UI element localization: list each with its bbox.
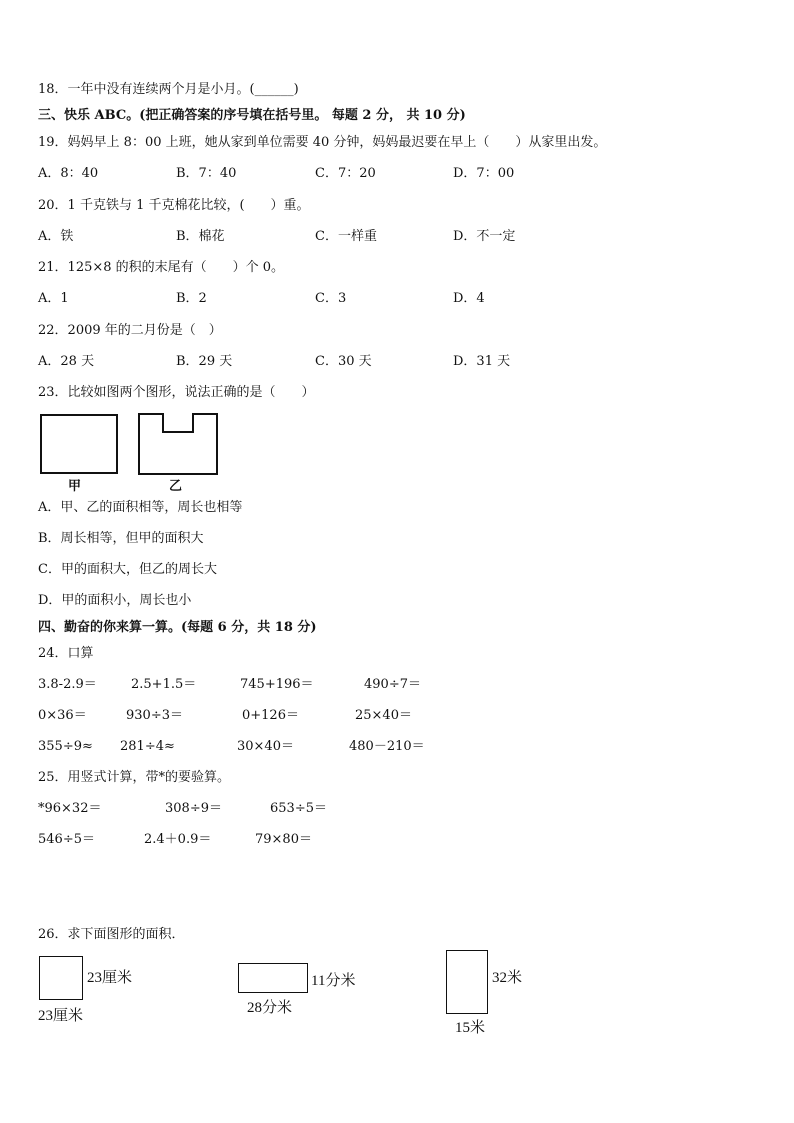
question-19: 19．妈妈早上 8：00 上班，她从家到单位需要 40 分钟，妈妈最迟要在早上（ ）从家里出发。	[38, 135, 607, 150]
q19-option-a[interactable]: A．8：40	[38, 166, 99, 181]
q22-option-a[interactable]: A．28 天	[38, 354, 95, 369]
wide-rectangle-side-label: 11分米	[311, 973, 356, 989]
q20-option-a[interactable]: A．铁	[38, 229, 74, 244]
q24-item: 281÷4≈	[120, 739, 175, 754]
figure-jia-rectangle	[40, 414, 118, 474]
question-25: 25．用竖式计算，带*的要验算。	[38, 770, 231, 785]
q23-option-c[interactable]: C．甲的面积大，但乙的周长大	[38, 562, 217, 577]
q25-item: 546÷5＝	[38, 832, 95, 847]
q24-item: 930÷3＝	[126, 708, 183, 723]
square-bottom-label: 23厘米	[38, 1008, 84, 1024]
section-4-title: 四、勤奋的你来算一算。(每题 6 分，共 18 分)	[38, 620, 317, 635]
q24-item: 490÷7＝	[364, 677, 421, 692]
q25-item: 653÷5＝	[270, 801, 327, 816]
q25-item: 79×80＝	[255, 832, 312, 847]
q23-option-b[interactable]: B．周长相等，但甲的面积大	[38, 531, 204, 546]
square-side-label: 23厘米	[87, 970, 133, 986]
q24-item: 30×40＝	[237, 739, 294, 754]
q24-item: 355÷9≈	[38, 739, 93, 754]
q21-option-c[interactable]: C．3	[315, 291, 347, 306]
wide-rectangle-bottom-label: 28分米	[247, 1000, 293, 1016]
q20-option-b[interactable]: B．棉花	[176, 229, 225, 244]
square-figure	[39, 956, 83, 1000]
q19-option-c[interactable]: C．7：20	[315, 166, 376, 181]
q24-item: 3.8-2.9＝	[38, 677, 97, 692]
q23-option-d[interactable]: D．甲的面积小，周长也小	[38, 593, 192, 608]
q25-item: *96×32＝	[38, 801, 102, 816]
figure-yi-label: 乙	[169, 479, 183, 494]
tall-rectangle-bottom-label: 15米	[455, 1020, 486, 1036]
q24-item: 0×36＝	[38, 708, 87, 723]
q24-item: 25×40＝	[355, 708, 412, 723]
tall-rectangle-figure	[446, 950, 488, 1014]
q22-option-b[interactable]: B．29 天	[176, 354, 233, 369]
q24-item: 480－210＝	[349, 739, 425, 754]
question-21: 21．125×8 的积的末尾有（ ）个 0。	[38, 260, 285, 275]
q23-option-a[interactable]: A．甲、乙的面积相等，周长也相等	[38, 500, 243, 515]
q22-option-d[interactable]: D．31 天	[453, 354, 511, 369]
figure-yi-notched-shape	[137, 412, 219, 476]
tall-rectangle-side-label: 32米	[492, 970, 523, 986]
section-3-title: 三、快乐 ABC。(把正确答案的序号填在括号里。 每题 2 分， 共 10 分)	[38, 108, 466, 123]
q21-option-b[interactable]: B．2	[176, 291, 207, 306]
q19-option-d[interactable]: D．7：00	[453, 166, 515, 181]
q24-item: 2.5+1.5＝	[131, 677, 197, 692]
q22-option-c[interactable]: C．30 天	[315, 354, 372, 369]
q25-item: 2.4＋0.9＝	[144, 832, 212, 847]
q24-item: 745+196＝	[240, 677, 314, 692]
q20-option-d[interactable]: D．不一定	[453, 229, 516, 244]
question-20: 20．1 千克铁与 1 千克棉花比较，( ）重。	[38, 198, 310, 213]
q21-option-d[interactable]: D．4	[453, 291, 485, 306]
q21-option-a[interactable]: A．1	[38, 291, 69, 306]
wide-rectangle-figure	[238, 963, 308, 993]
question-24: 24．口算	[38, 646, 94, 661]
question-18: 18．一年中没有连续两个月是小月。(______)	[38, 82, 299, 97]
q20-option-c[interactable]: C．一样重	[315, 229, 377, 244]
q24-item: 0+126＝	[242, 708, 299, 723]
q19-option-b[interactable]: B．7：40	[176, 166, 237, 181]
question-26: 26．求下面图形的面积．	[38, 927, 185, 942]
question-22: 22．2009 年的二月份是（ ）	[38, 323, 222, 338]
figure-jia-label: 甲	[68, 479, 82, 494]
question-23: 23．比较如图两个图形，说法正确的是（ ）	[38, 385, 315, 400]
q25-item: 308÷9＝	[165, 801, 222, 816]
